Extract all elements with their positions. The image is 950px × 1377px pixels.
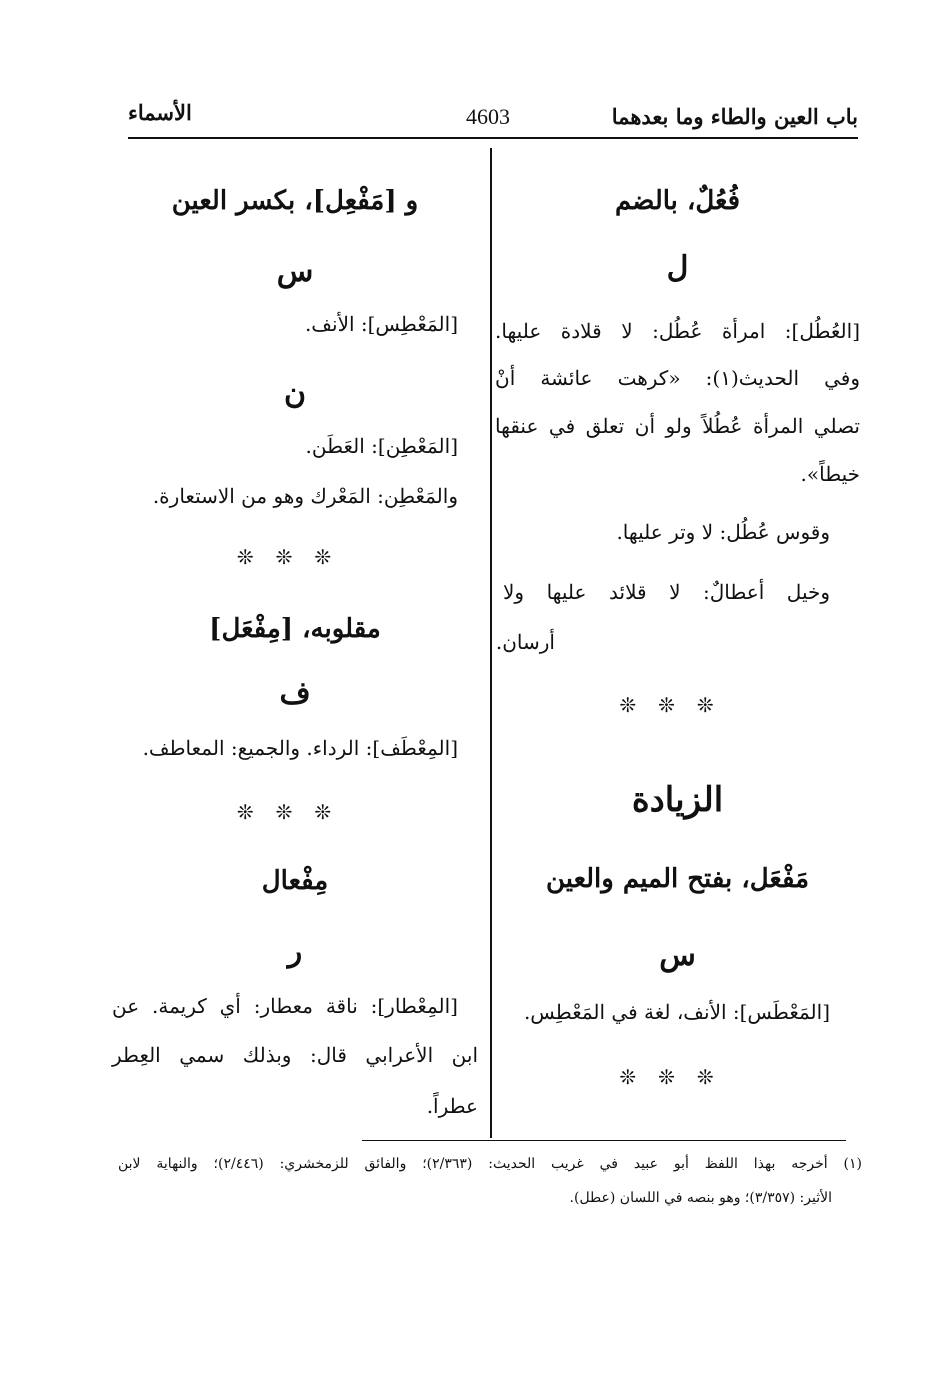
entry-line: [المِعْطَف]: الرداء. والجميع: المعاطف. bbox=[142, 736, 458, 760]
separator-stars: ❊❊❊ bbox=[619, 693, 736, 717]
heading-fuul: فُعُلٌ، بالضم bbox=[614, 186, 741, 216]
entry-line: وقوس عُطُل: لا وتر عليها. bbox=[616, 520, 830, 544]
root-letter-ra: ر bbox=[287, 934, 303, 969]
entry-line: تصلي المرأة عُطُلاً ولو أن تعلق في عنقها bbox=[495, 414, 860, 438]
root-letter-fa: ف bbox=[279, 676, 311, 711]
running-header-section: الأسماء bbox=[128, 100, 192, 125]
root-letter-lam: ل bbox=[666, 250, 689, 285]
entry-line: عطراً. bbox=[426, 1094, 478, 1118]
section-title-ziyada: الزيادة bbox=[631, 780, 724, 820]
entry-line: [المَعْطَس]: الأنف، لغة في المَعْطِس. bbox=[523, 1000, 830, 1024]
heading-mafil: و [مَفْعِل]، بكسر العين bbox=[171, 186, 419, 216]
entry-line: وفي الحديث(١): «كرهت عائشة أنْ bbox=[495, 366, 860, 390]
footnote-line: (١) أخرجه بهذا اللفظ أبو عبيد في غريب الحديث: (٢/٣٦٣)؛ والفائق للزمخشري: (٢/٤٤٦)؛ والنهاية لابن bbox=[118, 1156, 862, 1172]
heading-mafal: مَفْعَل، بفتح الميم والعين bbox=[545, 864, 810, 894]
root-letter-nun: ن bbox=[283, 376, 307, 411]
entry-line: ابن الأعرابي قال: وبذلك سمي العِطر bbox=[112, 1043, 478, 1067]
heading-mifaal: مِفْعال bbox=[261, 866, 329, 896]
right-column bbox=[495, 0, 860, 1140]
page-number: 4603 bbox=[466, 104, 510, 129]
left-column bbox=[112, 0, 478, 1140]
column-divider bbox=[490, 148, 492, 1138]
entry-line: [المَعْطِس]: الأنف. bbox=[304, 312, 458, 336]
entry-line: وخيل أعطالٌ: لا قلائد عليها ولا bbox=[503, 580, 830, 604]
entry-line: خيطاً». bbox=[800, 462, 860, 486]
separator-stars: ❊❊❊ bbox=[236, 545, 354, 569]
entry-line: [المَعْطِن]: العَطَن. bbox=[305, 434, 458, 458]
entry-line: أرسان. bbox=[495, 630, 555, 654]
entry-line: [المِعْطار]: ناقة معطار: أي كريمة. عن bbox=[112, 994, 458, 1018]
entry-line: [العُطُل]: امرأة عُطُل: لا قلادة عليها. bbox=[495, 319, 860, 343]
separator-stars: ❊❊❊ bbox=[236, 800, 354, 824]
entry-line: والمَعْطِن: المَعْرك وهو من الاستعارة. bbox=[152, 484, 458, 508]
footnote-line: الأثير: (٣/٣٥٧)؛ وهو بنصه في اللسان (عطل). bbox=[569, 1190, 832, 1206]
footnote-rule bbox=[362, 1140, 846, 1141]
heading-mifal: مقلوبه، [مِفْعَل] bbox=[209, 614, 381, 644]
root-letter-sin: س bbox=[659, 938, 696, 973]
separator-stars: ❊❊❊ bbox=[619, 1065, 736, 1089]
root-letter-sin: س bbox=[276, 254, 314, 289]
running-header-chapter: باب العين والطاء وما بعدهما bbox=[611, 104, 858, 129]
